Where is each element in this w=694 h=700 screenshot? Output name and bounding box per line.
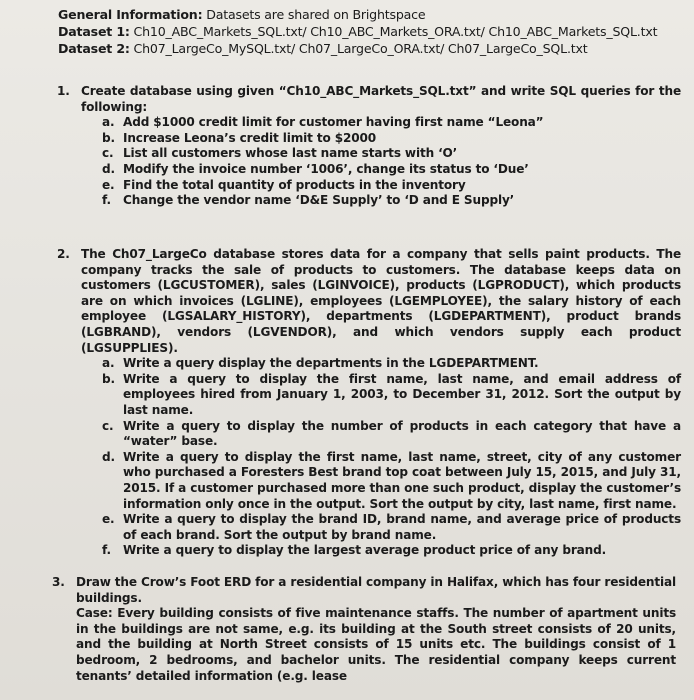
dataset-1-label: Dataset 1: <box>58 24 130 39</box>
item-text: Increase Leona’s credit limit to $2000 <box>123 130 377 145</box>
question-item-list <box>57 115 681 209</box>
question-item <box>102 161 623 178</box>
item-letter: f. <box>102 193 111 208</box>
question-intro: Create database using given “Ch10_ABC_Markets_SQL.txt” and write SQL queries for the following: <box>81 84 681 114</box>
question-item <box>102 449 681 512</box>
item-letter: e. <box>102 177 115 192</box>
case-text: Every building consists of five maintenance staffs. The number of apartment units in the buildings are not same, e.g. its building at the South street consists of 20 units, and the building at North Street consists of 15 units etc. The buildings consist of 1 bedroom, 2 bedrooms, and bachelor units. The residential company keeps current tenants’ detailed information (e.g. lease <box>76 606 676 683</box>
dataset-2-line <box>58 40 678 57</box>
item-text: Write a query to display the first name, last name, street, city of any customer who purchased a Foresters Best brand top coat between July 15, 2015, and July 31, 2015. If a customer purchased more than one such product, display the customer’s information only once in the output. Sort the output by city, last name, first name. <box>123 449 681 511</box>
general-information-header <box>58 6 678 57</box>
general-information-line <box>58 6 678 23</box>
question-intro: The Ch07_LargeCo database stores data for a company that sells paint products. The company tracks the sale of products to customers. The database keeps data on customers (LGCUSTOMER), sales (LGINVOICE), products (LGPRODUCT), which products are on which invoices (LGLINE), employees (LGEMPLOYEE), the salary history of each employee (LGSALARY_HISTORY), departments (LGDEPARTMENT), product brands (LGBRAND), vendors (LGVENDOR), and which vendors supply each product (LGSUPPLIES). <box>81 247 681 355</box>
question-item <box>102 115 623 131</box>
item-text: Write a query to display the number of products in each category that have a “water” base. <box>123 418 681 449</box>
dataset-2-label: Dataset 2: <box>58 41 130 56</box>
question-3 <box>52 575 676 684</box>
general-information-label: General Information: <box>58 7 203 22</box>
question-item <box>102 356 681 372</box>
item-text: Modify the invoice number ‘1006’, change its status to ‘Due’ <box>123 161 529 176</box>
dataset-2-text: Ch07_LargeCo_MySQL.txt/ Ch07_LargeCo_ORA.txt/ Ch07_LargeCo_SQL.txt <box>129 41 588 56</box>
item-letter: b. <box>102 130 115 145</box>
item-letter: d. <box>102 449 115 464</box>
item-text: Change the vendor name ‘D&E Supply’ to ‘D and E Supply’ <box>123 193 515 208</box>
question-1 <box>57 84 681 209</box>
dataset-1-text: Ch10_ABC_Markets_SQL.txt/ Ch10_ABC_Markets_ORA.txt/ Ch10_ABC_Markets_SQL.txt <box>129 24 658 39</box>
item-text: Add $1000 credit limit for customer having first name “Leona” <box>123 115 544 130</box>
question-item <box>102 193 623 209</box>
question-case <box>76 606 676 684</box>
case-label: Case: <box>76 606 113 621</box>
question-2 <box>57 247 681 559</box>
item-text: Find the total quantity of products in the inventory <box>123 177 466 192</box>
item-letter: d. <box>102 161 115 176</box>
question-item <box>102 130 623 147</box>
item-text: Write a query to display the largest average product price of any brand. <box>123 543 607 558</box>
question-number: 3. <box>52 575 65 589</box>
question-item <box>102 418 681 450</box>
question-item <box>102 146 623 162</box>
question-number: 1. <box>57 84 70 98</box>
general-information-text: Datasets are shared on Brightspace <box>202 7 426 22</box>
question-item <box>102 512 681 543</box>
question-intro: Draw the Crow’s Foot ERD for a residential company in Halifax, which has four residential buildings. <box>76 575 676 605</box>
question-item <box>102 177 623 194</box>
item-text: Write a query to display the brand ID, brand name, and average price of products of each brand. Sort the output by brand name. <box>123 512 681 542</box>
question-item <box>102 371 681 419</box>
dataset-1-line <box>58 23 678 40</box>
item-letter: c. <box>102 146 114 161</box>
item-letter: b. <box>102 371 115 386</box>
item-letter: f. <box>102 543 111 558</box>
item-text: Write a query display the departments in the LGDEPARTMENT. <box>123 356 539 371</box>
question-number: 2. <box>57 247 70 261</box>
question-item-list <box>57 356 681 559</box>
item-letter: a. <box>102 115 115 130</box>
item-letter: c. <box>102 418 114 433</box>
question-item <box>102 543 681 559</box>
item-text: List all customers whose last name starts with ‘O’ <box>123 146 458 161</box>
item-text: Write a query to display the first name, last name, and email address of employees hired from January 1, 2003, to December 31, 2012. Sort the output by last name. <box>123 371 681 417</box>
item-letter: e. <box>102 512 115 527</box>
item-letter: a. <box>102 356 115 371</box>
